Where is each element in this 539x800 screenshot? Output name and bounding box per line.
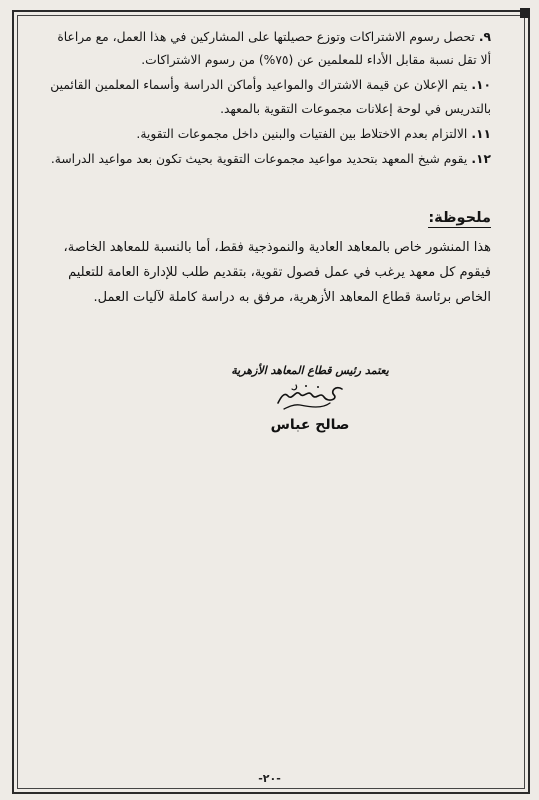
handwritten-signature (270, 381, 350, 415)
list-item-number: ٩. (478, 30, 491, 44)
list-item-9 (48, 26, 491, 72)
signatory-name: صالح عباس (270, 417, 350, 433)
list-item-10 (48, 74, 491, 120)
list-item-12 (48, 148, 491, 171)
list-item-text: يقوم شيخ المعهد بتحديد مواعيد مجموعات التقوية بحيث تكون بعد مواعيد الدراسة. (50, 152, 468, 167)
list-item-number: ١٢. (471, 152, 491, 167)
list-item-text: الالتزام بعدم الاختلاط بين الفتيات والبنين داخل مجموعات التقوية. (136, 126, 468, 141)
signature-block (210, 364, 410, 433)
page-number: -٢٠- (258, 772, 281, 785)
list-item-text: يتم الإعلان عن قيمة الاشتراك والمواعيد وأماكن الدراسة وأسماء المعلمين القائمين بالتدريس في لوحة إعلانات مجموعات التقوية بالمعهد. (50, 78, 491, 116)
list-item-number: ١١. (471, 126, 491, 141)
border-corner-ornament (520, 8, 530, 18)
document-body (48, 26, 491, 324)
note-heading: ملحوظة: (428, 210, 491, 227)
list-item-number: ١٠. (471, 78, 491, 93)
list-item-11 (48, 123, 491, 146)
note-body: هذا المنشور خاص بالمعاهد العادية والنموذجية فقط، أما بالنسبة للمعاهد الخاصة، فيقوم كل معهد يرغب في عمل فصول تقوية، بتقديم طلب للإدارة العامة للتعليم الخاص برئاسة قطاع المعاهد الأزهرية، مرفق به دراسة كاملة لآليات العمل. (63, 240, 491, 306)
signature-title: يعتمد رئيس قطاع المعاهد الأزهرية (231, 364, 389, 377)
list-item-text: تحصل رسوم الاشتراكات وتوزع حصيلتها على المشاركين في هذا العمل، مع مراعاة ألا تقل نسبة مقابل الأداء للمعلمين عن (٧٥%) من رسوم الاشتراكات. (57, 30, 491, 68)
